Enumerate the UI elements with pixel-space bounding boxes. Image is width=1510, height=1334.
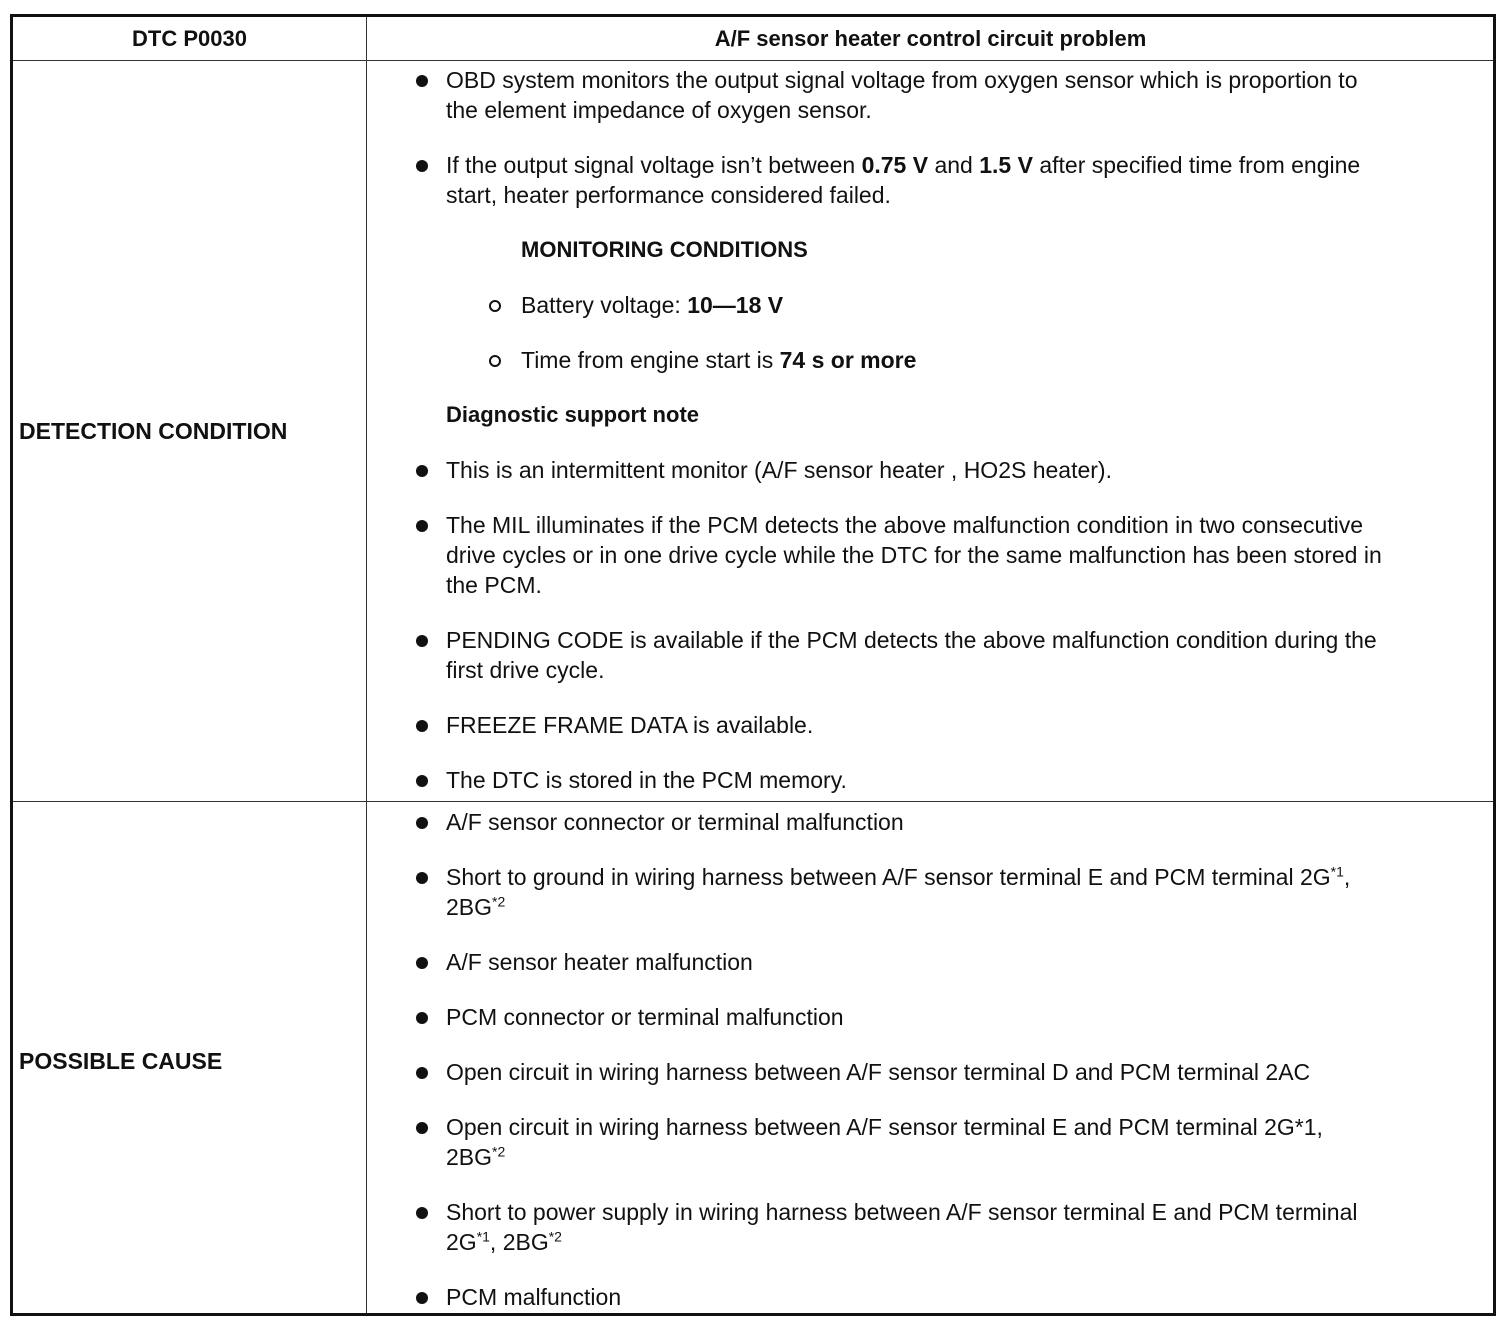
detection-item-4-line-3: the PCM. [446,572,542,598]
voltage-high: 1.5 V [979,152,1033,178]
possible-cause-label: POSSIBLE CAUSE [19,1048,223,1074]
detection-condition-label: DETECTION CONDITION [19,418,288,444]
bullet-icon [416,1207,428,1219]
cause-item-2-line-2: 2BG$^{*2}$ [446,893,506,920]
detection-item-7: The DTC is stored in the PCM memory. [446,767,847,793]
bullet-icon [416,775,428,787]
bullet-icon [416,1067,428,1079]
column-divider [366,17,367,1313]
bullet-icon [416,520,428,532]
bullet-icon [416,635,428,647]
cause-item-8: PCM malfunction [446,1284,622,1310]
detection-item-3: This is an intermittent monitor (A/F sensor heater , HO2S heater). [446,457,1112,483]
bullet-icon [416,1292,428,1304]
bullet-icon [416,160,428,172]
cause-item-6-line-1: Open circuit in wiring harness between A/F sensor terminal E and PCM terminal 2G*1, [446,1114,1323,1140]
detection-item-6: FREEZE FRAME DATA is available. [446,712,814,738]
detection-item-1-line-1: OBD system monitors the output signal voltage from oxygen sensor which is proportion to [446,67,1358,93]
bullet-icon [416,1122,428,1134]
cause-item-6-line-2: 2BG$^{*2}$ [446,1143,506,1170]
header-divider [13,60,1493,61]
bullet-icon [416,817,428,829]
bullet-icon [416,720,428,732]
dtc-title: A/F sensor heater control circuit problem [714,25,1147,51]
detection-item-2-line-1: If the output signal voltage isn’t between 0.75 V and 1.5 V after specified time from engine [446,152,1361,178]
cause-item-5: Open circuit in wiring harness between A/F sensor terminal D and PCM terminal 2AC [446,1059,1311,1085]
cause-item-7-line-1: Short to power supply in wiring harness between A/F sensor terminal E and PCM terminal [446,1199,1358,1225]
detection-item-5-line-2: first drive cycle. [446,657,605,683]
voltage-low: 0.75 V [861,152,929,178]
circle-bullet-icon [489,300,501,312]
detection-item-5-line-1: PENDING CODE is available if the PCM detects the above malfunction condition during the [446,627,1377,653]
dtc-code: DTC P0030 [132,25,247,51]
bullet-icon [416,957,428,969]
bullet-icon [416,1012,428,1024]
cause-item-7-line-2: $2G^{*1}$, 2BG$^{*2}$ [446,1228,562,1255]
detection-item-4-line-2: drive cycles or in one drive cycle while the DTC for the same malfunction has been stored in [446,542,1382,568]
monitoring-condition-battery: Battery voltage: 10—18 V [521,292,784,318]
cause-item-3: A/F sensor heater malfunction [446,949,753,975]
monitoring-conditions-heading: MONITORING CONDITIONS [521,237,808,262]
monitoring-condition-time: Time from engine start is 74 s or more [521,347,917,373]
bullet-icon [416,75,428,87]
detection-item-4-line-1: The MIL illuminates if the PCM detects the above malfunction condition in two consecutive [446,512,1364,538]
cause-item-2-line-1: Short to ground in wiring harness between A/F sensor terminal E and PCM terminal $2G^{*1}$, [446,863,1351,890]
cause-item-1: A/F sensor connector or terminal malfunction [446,809,904,835]
diagnostic-support-note-heading: Diagnostic support note [446,402,699,427]
circle-bullet-icon [489,355,501,367]
section-divider [13,801,1493,802]
detection-item-1-line-2: the element impedance of oxygen sensor. [446,97,872,123]
cause-item-4: PCM connector or terminal malfunction [446,1004,844,1030]
bullet-icon [416,872,428,884]
bullet-icon [416,465,428,477]
detection-item-2-line-2: start, heater performance considered failed. [446,182,891,208]
